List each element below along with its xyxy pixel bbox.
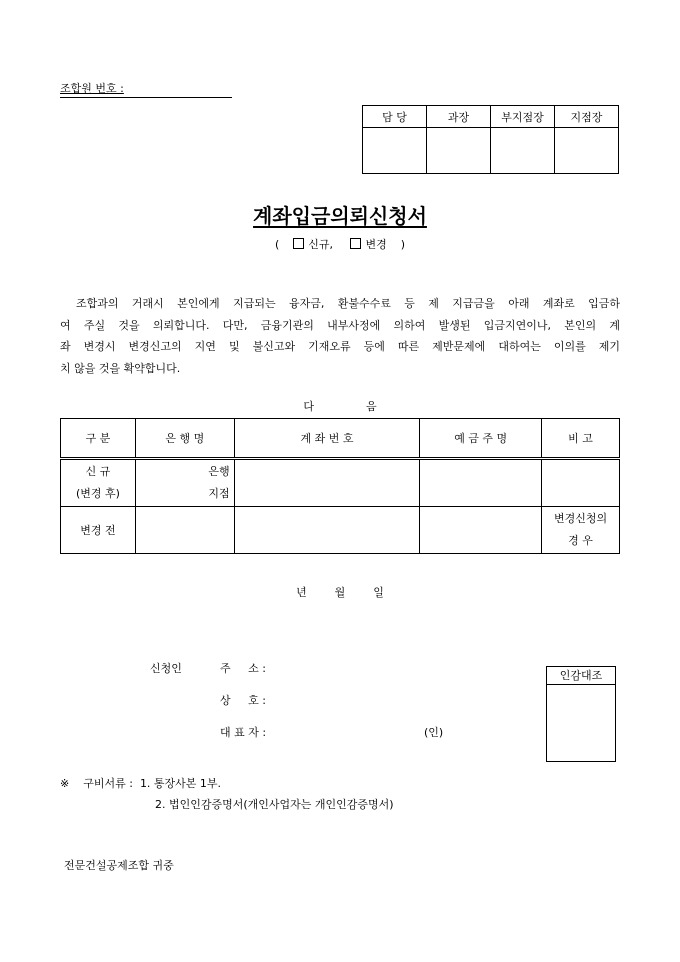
table-row-prev [61,507,620,554]
col-category: 구 분 [61,419,136,459]
consent-line-3: 좌 변경시 변경신고의 지연 및 불신고와 기재오류 등에 따른 제반문제에 대하여는 이의를 제기 [60,340,620,353]
consent-line-4: 치 않을 것을 확약합니다. [60,361,181,375]
applicant-label: 신청인 [150,662,182,675]
row-new-note[interactable] [542,459,620,507]
required-docs-label: 구비서류 : [83,777,133,790]
address-label: 주 소 : [220,662,266,675]
col-bank: 은 행 명 [135,419,234,459]
approval-header-deputy: 부지점장 [491,106,555,128]
consent-paragraph [60,293,620,379]
consent-line-2: 여 주실 것을 의뢰합니다. 다만, 금융기관의 내부사정에 의하여 발생된 입금지연이나, 본인의 계 [60,318,620,332]
approval-sign-manager[interactable] [427,128,491,174]
approval-header-manager: 과장 [427,106,491,128]
checkbox-new[interactable] [293,238,304,249]
table-row-new [61,459,620,507]
date-line[interactable]: 년 월 일 [296,586,384,599]
row-new-category: 신 규 (변경 후) [61,459,136,507]
row-prev-bank[interactable] [135,507,234,554]
row-prev-category: 변경 전 [61,507,136,554]
consent-line-1: 조합과의 거래시 본인에게 지급되는 융자금, 환불수수료 등 제 지급금을 아래 계좌로 입금하 [76,297,620,310]
col-note: 비 고 [542,419,620,459]
approval-header-staff: 담 당 [363,106,427,128]
approval-header-branch-head: 지점장 [555,106,619,128]
required-doc-1: 1. 통장사본 1부. [139,777,222,790]
checkbox-change[interactable] [350,238,361,249]
option-change-label: 변경 [365,238,387,251]
document-title: 계좌입금의뢰신청서 [253,204,427,228]
representative-label: 대 표 자 : [220,726,267,739]
col-account-number: 계 좌 번 호 [234,419,420,459]
col-holder: 예 금 주 명 [420,419,542,459]
approval-sign-branch-head[interactable] [555,128,619,174]
member-number-label: 조합원 번호 : [60,82,124,95]
recipient: 전문건설공제조합 귀중 [64,859,174,872]
option-new-label: 신규, [308,238,333,251]
row-prev-account-number[interactable] [234,507,420,554]
application-type: ( 신규, 변경 ) [274,238,406,251]
member-number-field [60,80,232,98]
row-prev-holder[interactable] [420,507,542,554]
section-heading: 다음 [303,400,429,413]
row-new-holder[interactable] [420,459,542,507]
approval-table [362,105,619,174]
row-new-bank[interactable]: 은행 지점 [135,459,234,507]
required-docs [60,775,221,791]
required-doc-2: 2. 법인인감증명서(개인사업자는 개인인감증명서) [155,798,394,811]
seal-comparison-box[interactable] [546,666,616,762]
row-prev-note: 변경신청의 경 우 [542,507,620,554]
seal-box-label: 인감대조 [547,667,615,685]
account-table [60,418,620,554]
seal-mark: (인) [424,726,444,739]
row-new-account-number[interactable] [234,459,420,507]
reference-mark-icon: ※ [60,777,70,790]
approval-sign-staff[interactable] [363,128,427,174]
approval-sign-deputy[interactable] [491,128,555,174]
company-label: 상 호 : [220,694,266,707]
